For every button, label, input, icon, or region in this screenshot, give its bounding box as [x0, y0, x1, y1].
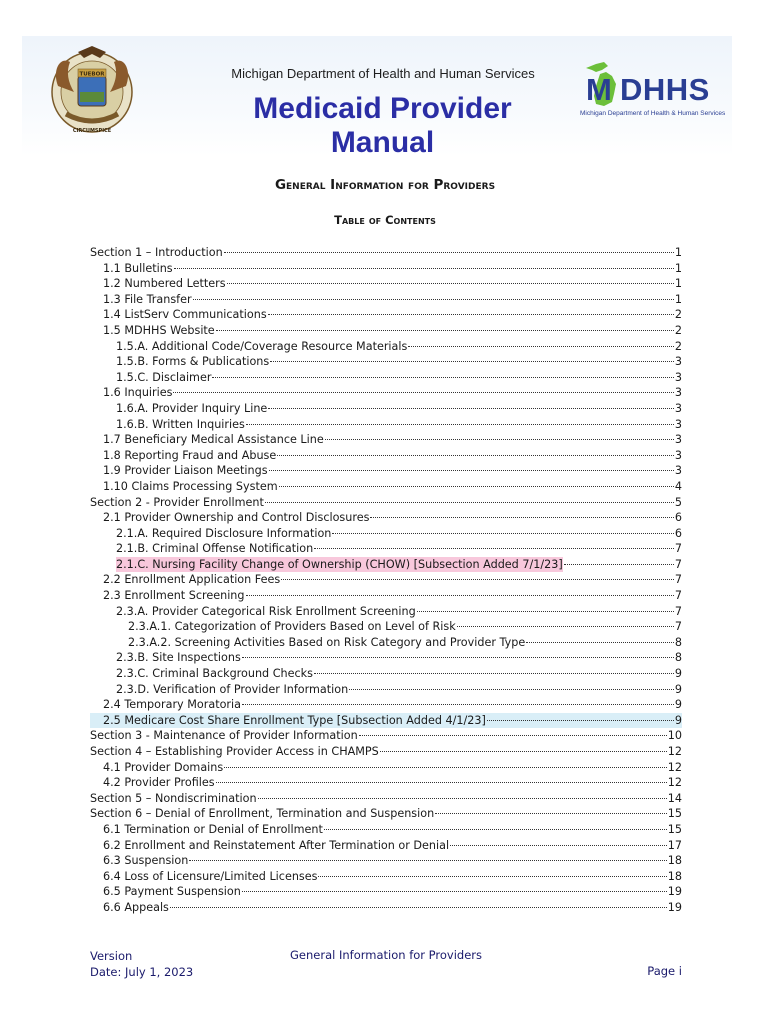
toc-entry[interactable] [90, 432, 682, 448]
toc-entry-page: 12 [667, 745, 682, 758]
toc-entry-page: 1 [674, 261, 682, 275]
toc-entry[interactable] [90, 682, 682, 698]
logo-letter-m: M [586, 72, 612, 107]
toc-entry[interactable] [90, 385, 682, 401]
toc-entry-page: 7 [674, 589, 682, 603]
toc-entry-page: 2 [674, 308, 682, 322]
toc-entry[interactable] [90, 448, 682, 464]
toc-dot-leader [314, 548, 674, 549]
toc-entry-page: 5 [674, 495, 682, 509]
toc-entry-page: 1 [674, 277, 682, 291]
toc-entry-page: 6 [674, 526, 682, 540]
toc-entry-page: 10 [667, 729, 682, 743]
toc-dot-leader [349, 689, 674, 690]
toc-entry-title: 6.6 Appeals [103, 900, 169, 914]
toc-entry[interactable] [90, 292, 682, 308]
toc-entry-page: 15 [667, 822, 682, 836]
toc-entry[interactable] [90, 463, 682, 479]
toc-entry-page: 8 [674, 651, 682, 665]
toc-entry[interactable] [90, 713, 682, 729]
toc-entry[interactable] [90, 276, 682, 292]
toc-entry[interactable] [90, 619, 682, 635]
toc-entry-page: 1 [674, 246, 682, 259]
toc-entry-page: 7 [674, 557, 682, 571]
toc-entry[interactable] [90, 526, 682, 542]
toc-entry-page: 18 [667, 854, 682, 868]
toc-heading: Table of Contents [334, 213, 436, 227]
toc-entry-page: 9 [674, 667, 682, 681]
toc-entry-page: 3 [674, 464, 682, 478]
toc-entry[interactable] [90, 495, 682, 511]
toc-entry[interactable] [90, 775, 682, 791]
toc-entry[interactable] [90, 900, 682, 916]
toc-dot-leader [277, 455, 674, 456]
toc-entry-title: 2.3.A.1. Categorization of Providers Based on Level of Risk [128, 620, 456, 634]
toc-entry-page: 3 [674, 386, 682, 400]
toc-dot-leader [258, 798, 667, 799]
toc-entry-title: 1.6.B. Written Inquiries [116, 417, 245, 431]
toc-entry[interactable] [90, 401, 682, 417]
toc-entry[interactable] [90, 744, 682, 760]
toc-entry[interactable] [90, 635, 682, 651]
toc-entry-page: 3 [674, 355, 682, 369]
toc-dot-leader [281, 579, 674, 580]
toc-entry-title: 1.5.A. Additional Code/Coverage Resource Materials [116, 339, 408, 353]
toc-entry-title: 1.6.A. Provider Inquiry Line [116, 401, 268, 415]
toc-entry-page: 3 [674, 448, 682, 462]
toc-entry-title: 2.5 Medicare Cost Share Enrollment Type [Subsection Added 4/1/23] [103, 713, 486, 727]
toc-entry-page: 7 [674, 620, 682, 634]
toc-dot-leader [170, 907, 667, 908]
toc-dot-leader [526, 642, 674, 643]
toc-entry[interactable] [90, 853, 682, 869]
toc-dot-leader [359, 735, 667, 736]
toc-entry[interactable] [90, 588, 682, 604]
toc-entry-title: 1.5 MDHHS Website [103, 323, 215, 337]
toc-entry[interactable] [90, 869, 682, 885]
toc-entry-title: 1.4 ListServ Communications [103, 308, 267, 322]
toc-entry-page: 3 [674, 417, 682, 431]
footer-document-name: General Information for Providers [290, 948, 483, 962]
toc-dot-leader [216, 330, 674, 331]
toc-dot-leader [212, 377, 673, 378]
toc-entry-page: 3 [674, 433, 682, 447]
footer-date: Date: July 1, 2023 [90, 965, 194, 979]
toc-dot-leader [224, 252, 674, 253]
toc-entry-title: 1.10 Claims Processing System [103, 479, 278, 493]
toc-dot-leader [227, 283, 674, 284]
toc-entry-page: 9 [674, 698, 682, 712]
toc-entry[interactable] [90, 479, 682, 495]
toc-entry-page: 7 [674, 604, 682, 618]
toc-entry-title: Section 4 – Establishing Provider Access in CHAMPS [90, 745, 379, 758]
toc-dot-leader [408, 346, 674, 347]
toc-dot-leader [173, 392, 673, 393]
toc-entry[interactable] [90, 261, 682, 277]
toc-dot-leader [242, 657, 674, 658]
toc-entry-title: 2.3.D. Verification of Provider Information [116, 682, 349, 696]
toc-entry[interactable] [90, 604, 682, 620]
toc-dot-leader [193, 299, 674, 300]
logo-subtitle: Michigan Department of Health & Human Services [580, 110, 726, 117]
svg-text:TUEBOR: TUEBOR [79, 71, 105, 78]
toc-dot-leader [216, 782, 667, 783]
toc-entry-page: 2 [674, 339, 682, 353]
toc-entry-title: 1.2 Numbered Letters [103, 277, 226, 291]
toc-entry-page: 9 [674, 713, 682, 727]
toc-entry[interactable] [90, 417, 682, 433]
toc-entry-title: Section 2 - Provider Enrollment [90, 495, 264, 509]
toc-entry-page: 14 [667, 791, 682, 805]
toc-entry-page: 12 [667, 776, 682, 790]
toc-entry[interactable] [90, 666, 682, 682]
toc-entry-page: 3 [674, 370, 682, 384]
toc-entry-title: 2.3.B. Site Inspections [116, 651, 241, 665]
toc-entry[interactable] [90, 884, 682, 900]
footer-page-number: Page i [647, 964, 682, 978]
toc-entry[interactable] [90, 650, 682, 666]
toc-dot-leader [435, 813, 667, 814]
toc-entry[interactable] [90, 510, 682, 526]
toc-entry-title: 1.8 Reporting Fraud and Abuse [103, 448, 277, 462]
toc-dot-leader [279, 486, 674, 487]
toc-entry[interactable] [90, 728, 682, 744]
toc-entry-title: 1.5.C. Disclaimer [116, 370, 212, 384]
toc-entry-title: 2.4 Temporary Moratoria [103, 698, 241, 712]
toc-entry-title: 6.3 Suspension [103, 854, 189, 868]
toc-entry-page: 6 [674, 511, 682, 525]
toc-entry-title: 6.4 Loss of Licensure/Limited Licenses [103, 869, 318, 883]
toc-dot-leader [450, 845, 667, 846]
footer-version-label: Version [90, 949, 133, 963]
toc-entry[interactable] [90, 697, 682, 713]
toc-dot-leader [380, 751, 667, 752]
toc-dot-leader [325, 439, 674, 440]
toc-entry[interactable] [90, 541, 682, 557]
toc-entry-page: 3 [674, 401, 682, 415]
toc-entry-title: 1.6 Inquiries [103, 386, 173, 400]
toc-dot-leader [457, 626, 674, 627]
manual-title: Medicaid Provider Manual [253, 92, 512, 159]
footer-version-block [90, 948, 193, 980]
toc-entry[interactable] [90, 354, 682, 370]
toc-entry[interactable] [90, 339, 682, 355]
toc-entry-title: Section 5 – Nondiscrimination [90, 791, 257, 805]
toc-dot-leader [246, 595, 674, 596]
toc-entry-title: 1.1 Bulletins [103, 261, 173, 275]
toc-entry-title: 1.7 Beneficiary Medical Assistance Line [103, 433, 324, 447]
toc-entry-page: 8 [674, 635, 682, 649]
toc-entry[interactable] [90, 557, 682, 573]
toc-entry[interactable] [90, 760, 682, 776]
toc-dot-leader [270, 361, 674, 362]
toc-dot-leader [324, 829, 667, 830]
toc-entry-page: 19 [667, 885, 682, 899]
toc-entry-page: 2 [674, 323, 682, 337]
toc-dot-leader [268, 408, 674, 409]
toc-entry-page: 7 [674, 573, 682, 587]
toc-entry-title: 6.1 Termination or Denial of Enrollment [103, 822, 323, 836]
toc-entry-page: 18 [667, 869, 682, 883]
svg-text:CIRCUMSPICE: CIRCUMSPICE [72, 128, 112, 134]
toc-dot-leader [564, 564, 674, 565]
toc-entry-title: 6.2 Enrollment and Reinstatement After Termination or Denial [103, 838, 450, 852]
toc-entry[interactable] [90, 307, 682, 323]
toc-entry-page: 9 [674, 682, 682, 696]
toc-dot-leader [242, 891, 667, 892]
toc-entry[interactable] [90, 791, 682, 807]
logo-word: DHHS [620, 72, 710, 107]
toc-entry[interactable] [90, 838, 682, 854]
toc-dot-leader [268, 314, 674, 315]
toc-entry-title: 2.3.A. Provider Categorical Risk Enrollment Screening [116, 604, 416, 618]
toc-dot-leader [246, 424, 674, 425]
toc-dot-leader [370, 517, 673, 518]
toc-entry-title: 2.1.A. Required Disclosure Information [116, 526, 332, 540]
michigan-seal-icon [44, 42, 140, 138]
toc-dot-leader [174, 268, 674, 269]
toc-entry[interactable] [90, 245, 682, 261]
toc-entry-page: 4 [674, 479, 682, 493]
toc-entry-title: 4.1 Provider Domains [103, 760, 224, 774]
toc-entry[interactable] [90, 370, 682, 386]
toc-entry-title: 2.1.C. Nursing Facility Change of Ownership (CHOW) [Subsection Added 7/1/23] [116, 557, 563, 571]
toc-entry-page: 17 [667, 838, 682, 852]
toc-entry[interactable] [90, 572, 682, 588]
toc-dot-leader [189, 860, 666, 861]
toc-dot-leader [318, 876, 666, 877]
toc-entry-page: 7 [674, 542, 682, 556]
toc-entry-title: 2.3 Enrollment Screening [103, 589, 245, 603]
toc-entry-page: 19 [667, 900, 682, 914]
toc-dot-leader [242, 704, 674, 705]
toc-entry-page: 15 [667, 807, 682, 821]
toc-dot-leader [314, 673, 674, 674]
toc-entry-title: Section 6 – Denial of Enrollment, Termination and Suspension [90, 807, 435, 821]
table-of-contents [90, 245, 682, 916]
document-title: General Information for Providers [274, 177, 496, 193]
toc-entry-title: 1.3 File Transfer [103, 292, 192, 306]
toc-dot-leader [332, 533, 673, 534]
toc-entry-title: 6.5 Payment Suspension [103, 885, 241, 899]
toc-dot-leader [265, 502, 674, 503]
toc-entry-page: 1 [674, 292, 682, 306]
toc-entry-title: 2.1.B. Criminal Offense Notification [116, 542, 314, 556]
toc-entry-title: Section 1 – Introduction [90, 246, 223, 259]
mdhhs-logo [580, 60, 730, 124]
toc-entry-title: 1.9 Provider Liaison Meetings [103, 464, 268, 478]
department-name: Michigan Department of Health and Human Services [231, 66, 535, 81]
toc-entry-title: Section 3 - Maintenance of Provider Information [90, 729, 358, 743]
toc-entry-title: 1.5.B. Forms & Publications [116, 355, 270, 369]
toc-entry-title: 2.3.A.2. Screening Activities Based on Risk Category and Provider Type [128, 635, 526, 649]
toc-dot-leader [269, 470, 674, 471]
toc-entry-page: 12 [667, 760, 682, 774]
toc-entry[interactable] [90, 806, 682, 822]
toc-entry-title: 2.3.C. Criminal Background Checks [116, 667, 313, 681]
toc-entry-title: 4.2 Provider Profiles [103, 776, 215, 790]
toc-dot-leader [417, 611, 674, 612]
toc-entry[interactable] [90, 323, 682, 339]
toc-entry-title: 2.1 Provider Ownership and Control Disclosures [103, 511, 370, 525]
toc-entry-title: 2.2 Enrollment Application Fees [103, 573, 281, 587]
toc-dot-leader [487, 720, 674, 721]
toc-entry[interactable] [90, 822, 682, 838]
toc-dot-leader [224, 767, 667, 768]
